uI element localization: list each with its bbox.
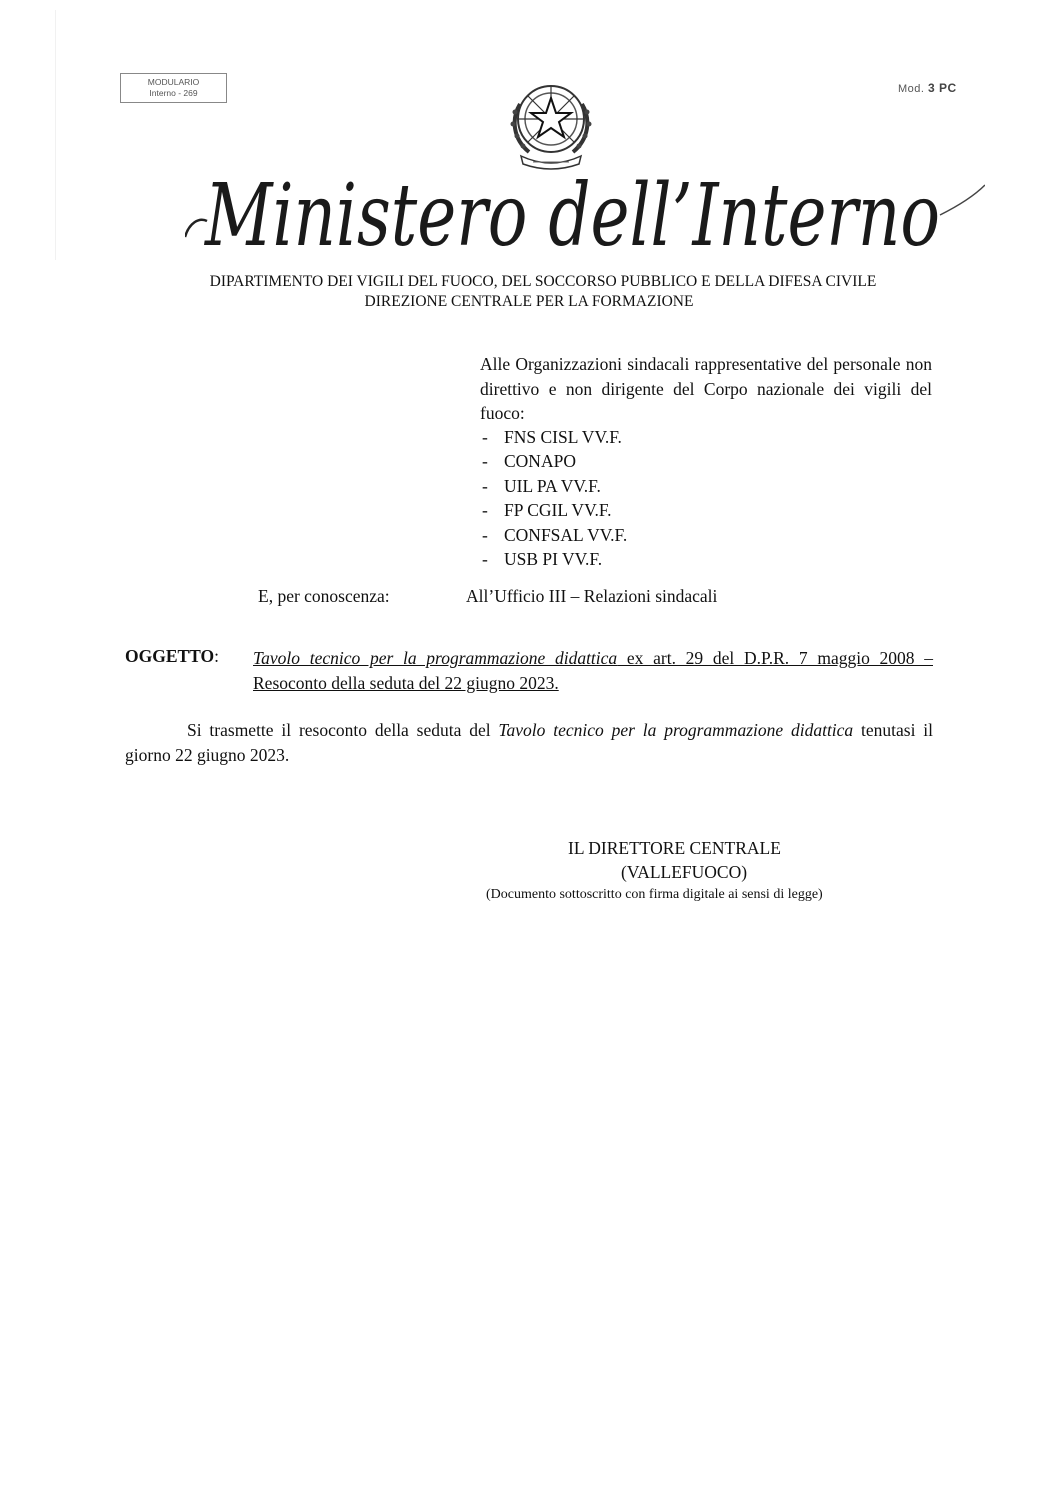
signatory-name: (VALLEFUOCO): [621, 862, 748, 882]
emblem-icon: [503, 74, 599, 174]
department-name: DIPARTIMENTO DEI VIGILI DEL FUOCO, DEL SOCCORSO PUBBLICO E DELLA DIFESA CIVILE: [209, 273, 877, 290]
signatory-title: IL DIRETTORE CENTRALE: [568, 838, 781, 858]
list-dash: -: [482, 549, 488, 570]
union-name: FNS CISL VV.F.: [504, 427, 622, 447]
union-list: [482, 425, 627, 571]
modulario-line2: Interno - 269: [149, 88, 198, 98]
ministry-title: [185, 165, 985, 260]
subject-colon: :: [214, 646, 220, 666]
list-item: [482, 523, 627, 547]
list-dash: -: [482, 475, 488, 496]
list-item: [482, 547, 627, 571]
modulario-box: [120, 73, 227, 103]
form-code-value: 3 PC: [928, 81, 957, 95]
cc-label: E, per conoscenza:: [258, 586, 390, 606]
body-part1: Si trasmette il resoconto della seduta del: [187, 720, 499, 740]
subject-italic: Tavolo tecnico per la programmazione didattica: [253, 648, 618, 668]
union-name: CONAPO: [504, 451, 576, 472]
subject-label-text: OGGETTO: [125, 646, 215, 666]
list-dash: -: [482, 500, 488, 521]
union-name: CONFSAL VV.F.: [504, 524, 628, 545]
union-name: USB PI VV.F.: [504, 549, 603, 570]
list-item: [482, 449, 627, 473]
subject-label: [125, 646, 219, 667]
modulario-line1: MODULARIO: [147, 77, 200, 87]
form-code-label: Mod.: [898, 83, 925, 95]
ministry-title-text: Ministero dell’Interno: [203, 166, 940, 260]
digital-signature-note: (Documento sottoscritto con firma digitale ai sensi di legge): [486, 887, 823, 902]
body-part2: tenutasi il giorno 22 giugno 2023.: [125, 720, 934, 765]
list-item: [482, 474, 627, 498]
body-italic: Tavolo tecnico per la programmazione didattica: [498, 720, 854, 740]
directorate-name: DIREZIONE CENTRALE PER LA FORMAZIONE: [364, 293, 694, 310]
list-dash: -: [482, 451, 488, 472]
subject-rest: ex art. 29 del D.P.R. 7 maggio 2008 – Resoconto della seduta del 22 giugno 2023.: [253, 648, 933, 693]
list-dash: -: [482, 427, 488, 447]
list-item: [482, 498, 627, 522]
cc-recipient: All’Ufficio III – Relazioni sindacali: [466, 586, 718, 606]
union-name: FP CGIL VV.F.: [504, 500, 612, 521]
list-item: [482, 425, 627, 449]
body-paragraph: [125, 718, 933, 768]
union-name: UIL PA VV.F.: [504, 475, 601, 496]
scan-edge-line: [55, 10, 56, 260]
form-code: [898, 81, 957, 95]
subject-text: [253, 646, 933, 696]
addressee-intro: Alle Organizzazioni sindacali rappresentative del personale non direttivo e non dirigente del Corpo nazionale dei vigili del fuoco:: [480, 354, 932, 423]
list-dash: -: [482, 524, 488, 545]
